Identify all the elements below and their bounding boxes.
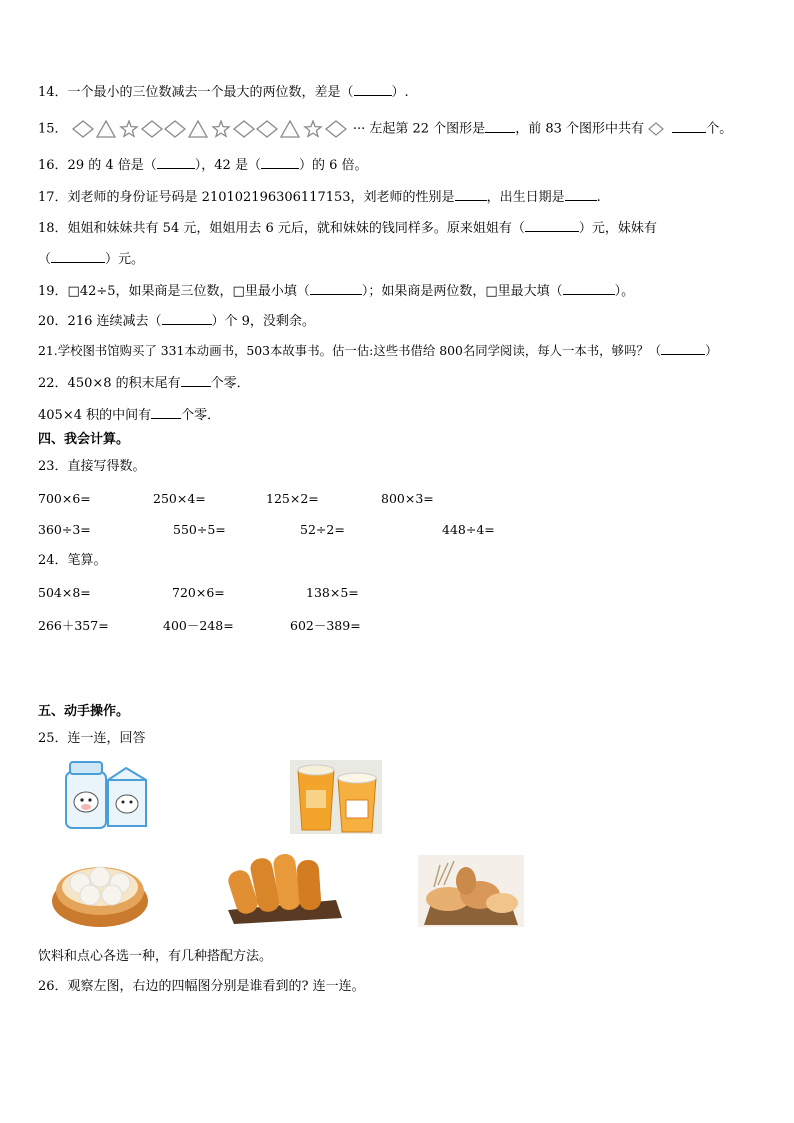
diamond-icon bbox=[256, 120, 278, 138]
q22-l1b: 个零． bbox=[210, 376, 250, 391]
triangle-icon bbox=[187, 120, 209, 138]
q18-line1b: ）元，妹妹有 bbox=[578, 221, 657, 236]
q21-t1: 21.学校图书馆购买了 331本动画书，503本故事书。估一估:这些书借给 800名同学阅读，每人一本书，够吗？（ bbox=[38, 343, 662, 358]
q18-blank-2[interactable] bbox=[51, 251, 105, 263]
calc-item: 400－248= bbox=[163, 618, 234, 633]
calc-item: 504×8= bbox=[38, 585, 91, 600]
question-22-line-1 bbox=[38, 375, 250, 392]
q18-line2a: （ bbox=[38, 252, 52, 267]
calc-item: 250×4= bbox=[153, 491, 206, 506]
q20-t2: ）个 9，没剩余。 bbox=[211, 314, 315, 329]
q24-title: 24．笔算。 bbox=[38, 553, 107, 568]
q14-end: ）. bbox=[391, 85, 409, 100]
q19-t1: 19．□42÷5，如果商是三位数，□里最小填（ bbox=[38, 284, 310, 299]
diamond-icon bbox=[325, 120, 347, 138]
question-19 bbox=[38, 283, 634, 300]
q15-blank-2[interactable] bbox=[672, 121, 706, 133]
diamond-icon bbox=[648, 122, 664, 136]
triangle-icon bbox=[279, 120, 301, 138]
shape-sequence bbox=[72, 120, 347, 138]
diamond-icon bbox=[72, 120, 94, 138]
question-18-line-2 bbox=[38, 251, 144, 268]
question-17 bbox=[38, 189, 601, 206]
question-22-line-2 bbox=[38, 407, 220, 424]
q15-t1: 左起第 22 个图形是 bbox=[369, 121, 486, 137]
q25-question: 饮料和点心各选一种，有几种搭配方法。 bbox=[38, 949, 273, 964]
star-icon bbox=[302, 120, 324, 138]
q18-line2b: ）元。 bbox=[105, 252, 145, 267]
q19-blank-2[interactable] bbox=[563, 283, 615, 295]
milk-carton-image[interactable] bbox=[62, 760, 150, 832]
calc-item: 720×6= bbox=[172, 585, 225, 600]
q22-blank-1[interactable] bbox=[181, 375, 211, 387]
calc-item: 448÷4= bbox=[442, 522, 495, 537]
q19-blank-1[interactable] bbox=[310, 283, 362, 295]
q15-t2: ，前 83 个图形中共有 bbox=[515, 121, 644, 137]
q22-l2b: 个零． bbox=[181, 408, 221, 423]
q20-t1: 20．216 连续减去（ bbox=[38, 314, 162, 329]
q17-t1: 17．刘老师的身份证号码是 210102196306117153，刘老师的性别是 bbox=[38, 190, 455, 205]
q16-blank-2[interactable] bbox=[261, 157, 299, 169]
q26-title: 26．观察左图，右边的四幅图分别是谁看到的? 连一连。 bbox=[38, 979, 365, 994]
q20-blank[interactable] bbox=[162, 313, 212, 325]
question-20 bbox=[38, 313, 315, 330]
question-21 bbox=[38, 343, 718, 359]
q15-blank-1[interactable] bbox=[485, 121, 515, 133]
calc-item: 360÷3= bbox=[38, 522, 91, 537]
fried-dough-image[interactable] bbox=[218, 840, 346, 926]
calc-item: 800×3= bbox=[381, 491, 434, 506]
q22-l2a: 405×4 积的中间有 bbox=[38, 408, 152, 423]
q17-t3: . bbox=[596, 190, 601, 205]
q17-blank-1[interactable] bbox=[455, 189, 487, 201]
q16-t3: ）的 6 倍。 bbox=[298, 158, 368, 173]
section-4-heading: 四、我会计算。 bbox=[38, 432, 130, 447]
calc-item: 700×6= bbox=[38, 491, 91, 506]
q16-t2: ），42 是（ bbox=[194, 158, 261, 173]
drink-cups-image[interactable] bbox=[290, 760, 382, 834]
calc-item: 138×5= bbox=[306, 585, 359, 600]
bread-basket-image[interactable] bbox=[418, 855, 524, 927]
calc-item: 266＋357= bbox=[38, 618, 109, 633]
question-14 bbox=[38, 84, 409, 101]
diamond-icon bbox=[233, 120, 255, 138]
q19-t2: ）；如果商是两位数，□里最大填（ bbox=[361, 284, 563, 299]
q18-line1a: 18．姐姐和妹妹共有 54 元，姐姐用去 6 元后，就和妹妹的钱同样多。原来姐姐有（ bbox=[38, 221, 525, 236]
q22-l1a: 22．450×8 的积末尾有 bbox=[38, 376, 181, 391]
q21-t2: ） bbox=[705, 343, 718, 358]
q15-num: 15． bbox=[38, 121, 68, 137]
q15-dots: ··· bbox=[352, 121, 366, 137]
question-18-line-1 bbox=[38, 220, 657, 237]
question-15 bbox=[38, 120, 732, 138]
section-5-heading: 五、动手操作。 bbox=[38, 704, 130, 719]
q25-title: 25．连一连，回答 bbox=[38, 731, 146, 746]
star-icon bbox=[210, 120, 232, 138]
q17-blank-2[interactable] bbox=[565, 189, 597, 201]
calc-item: 52÷2= bbox=[300, 522, 345, 537]
q15-t3: 个。 bbox=[706, 121, 733, 137]
q21-blank[interactable] bbox=[661, 343, 705, 355]
calc-item: 602－389= bbox=[290, 618, 361, 633]
triangle-icon bbox=[95, 120, 117, 138]
steamed-buns-image[interactable] bbox=[50, 845, 150, 929]
q19-t3: ）。 bbox=[614, 284, 635, 299]
q16-t1: 16．29 的 4 倍是（ bbox=[38, 158, 157, 173]
diamond-icon bbox=[164, 120, 186, 138]
q22-blank-2[interactable] bbox=[151, 407, 181, 419]
q18-blank-1[interactable] bbox=[525, 220, 579, 232]
q14-text: 14．一个最小的三位数减去一个最大的两位数，差是（ bbox=[38, 85, 354, 100]
star-icon bbox=[118, 120, 140, 138]
q17-t2: ，出生日期是 bbox=[486, 190, 565, 205]
q23-title: 23．直接写得数。 bbox=[38, 459, 146, 474]
diamond-icon bbox=[141, 120, 163, 138]
question-16 bbox=[38, 157, 368, 174]
q14-blank[interactable] bbox=[354, 84, 392, 96]
calc-item: 125×2= bbox=[266, 491, 319, 506]
calc-item: 550÷5= bbox=[173, 522, 226, 537]
q16-blank-1[interactable] bbox=[157, 157, 195, 169]
